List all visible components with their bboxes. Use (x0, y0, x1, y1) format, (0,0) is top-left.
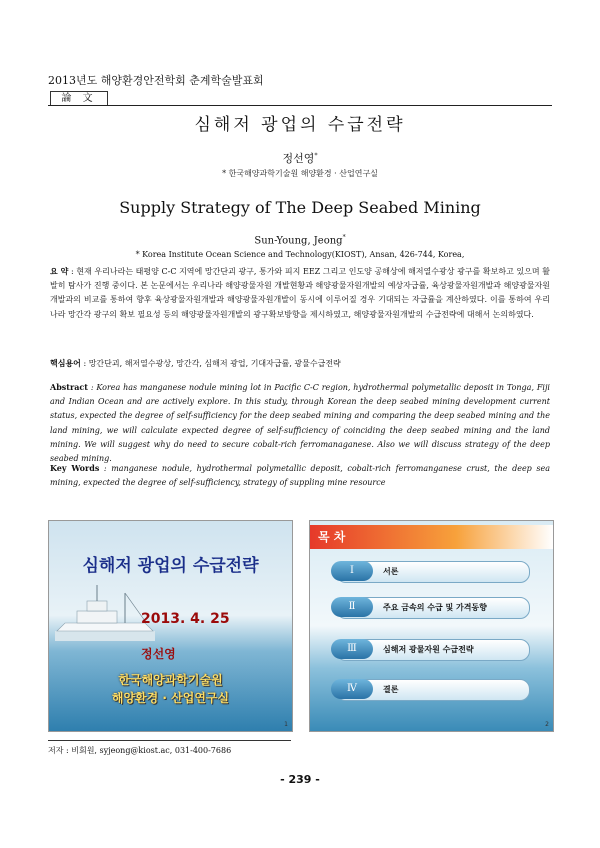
author-footnote: 저자 : 비회원, syjeong@kiost.ac, 031-400-7686 (48, 746, 232, 755)
contents-item (336, 561, 530, 583)
abstract-korean-text: : 현재 우리나라는 태평양 C-C 지역에 망간단괴 광구, 통가와 피지 EEZ 그리고 인도양 공해상에 해저열수광상 광구를 확보하고 있으며 활발히 탐사가 진행 중이다. 본 논문에서는 우리나라 해양광물자원 개발현황과 해양광물자원개발의 예상자급률, 육상광물자원개발과 해양광물자원개발과의 비교를 통하여 향후 육상광물자원개발과 해양광물자원개발이 동시에 이루어질 경우 기대되는 자급률을 계산하였다. 이를 통하여 우리나라 망간각 광구의 확보 필요성 등의 해양광물자원개발의 광구확보방향을 제시하였고, 해양광물자원개발의 수급전략에 대해서 논의하였다. (50, 267, 550, 319)
contents-item (336, 597, 530, 619)
contents-item-label: 서론 (383, 567, 399, 576)
keywords-english-label: Key Words (50, 463, 100, 473)
title-korean: 심해저 광업의 수급전략 (194, 115, 406, 135)
contents-item-number: Ⅱ (331, 597, 373, 617)
research-ship-image (55, 583, 155, 653)
header-rule (48, 105, 552, 106)
slide-presenter: 정선영 (141, 647, 176, 661)
slide-title (48, 520, 293, 732)
abstract-english-text: : Korea has manganese nodule mining lot in Pacific C-C region, hydrothermal polymetallic deposit in Tonga, Fiji and Indian Ocean and are actively explore. In this study, through Korean the deep seabed mining development current status, expected the degree of self-sufficiency for the deep seabed mining and comparing the deep seabed mining and the land mining, we will calculate expected degree of self-sufficiency of coinciding the deep seabed mining and the land mining. We will suggest why do need to secure cobalt-rich ferromanaganese. Also we will discuss strategy of the deep seabed mining. (50, 383, 550, 464)
abstract-korean (50, 264, 550, 322)
keywords-english (50, 461, 550, 490)
footnote-rule (48, 740, 291, 741)
contents-item-label: 심해저 광물자원 수급전략 (383, 645, 474, 654)
contents-item-number: Ⅲ (331, 639, 373, 659)
keywords-korean-text: : 망간단괴, 해저열수광상, 망간각, 심해저 광업, 기대자급률, 광물수급전략 (80, 359, 341, 368)
abstract-english (50, 380, 550, 466)
affiliation-korean: * 한국해양과학기술원 해양환경 · 산업연구실 (222, 169, 378, 178)
contents-item (336, 639, 530, 661)
contents-item-number: Ⅰ (331, 561, 373, 581)
slide-date: 2013. 4. 25 (141, 611, 230, 627)
page-number: - 239 - (280, 773, 320, 786)
abstract-english-label: Abstract (50, 382, 88, 392)
contents-item (336, 679, 530, 701)
slide-title-text: 심해저 광업의 수급전략 (82, 556, 259, 576)
paper-type-badge: 論 文 (50, 91, 108, 106)
slide-contents (309, 520, 554, 732)
conference-name: 2013년도 해양환경안전학회 춘계학술발표회 (48, 74, 264, 87)
slide-org-2: 해양환경 · 산업연구실 (111, 691, 230, 705)
contents-heading: 목 차 (310, 525, 553, 549)
title-english: Supply Strategy of The Deep Seabed Mining (119, 198, 481, 217)
contents-item-label: 결론 (383, 685, 399, 694)
slide-page-number: 2 (545, 721, 549, 728)
author-english: Sun-Young, Jeong* (254, 234, 346, 247)
contents-item-number: Ⅳ (331, 679, 373, 699)
keywords-korean-label: 핵심용어 (50, 358, 81, 368)
affiliation-english: * Korea Institute Ocean Science and Technology(KIOST), Ansan, 426-744, Korea, (135, 250, 465, 259)
abstract-korean-label: 요 약 (50, 266, 69, 276)
slide-org-1: 한국해양과학기술원 (118, 673, 223, 687)
contents-item-label: 주요 금속의 수급 및 가격동향 (383, 603, 487, 612)
slide-page-number: 1 (284, 721, 288, 728)
author-korean: 정선영* (282, 152, 318, 165)
keywords-korean (50, 356, 550, 371)
keywords-english-text: : manganese nodule, hydrothermal polymetallic deposit, cobalt-rich ferromanganese crust, the deep sea mining, expected the degree of self-sufficiency, strategy of suppling mine resource (50, 464, 551, 488)
